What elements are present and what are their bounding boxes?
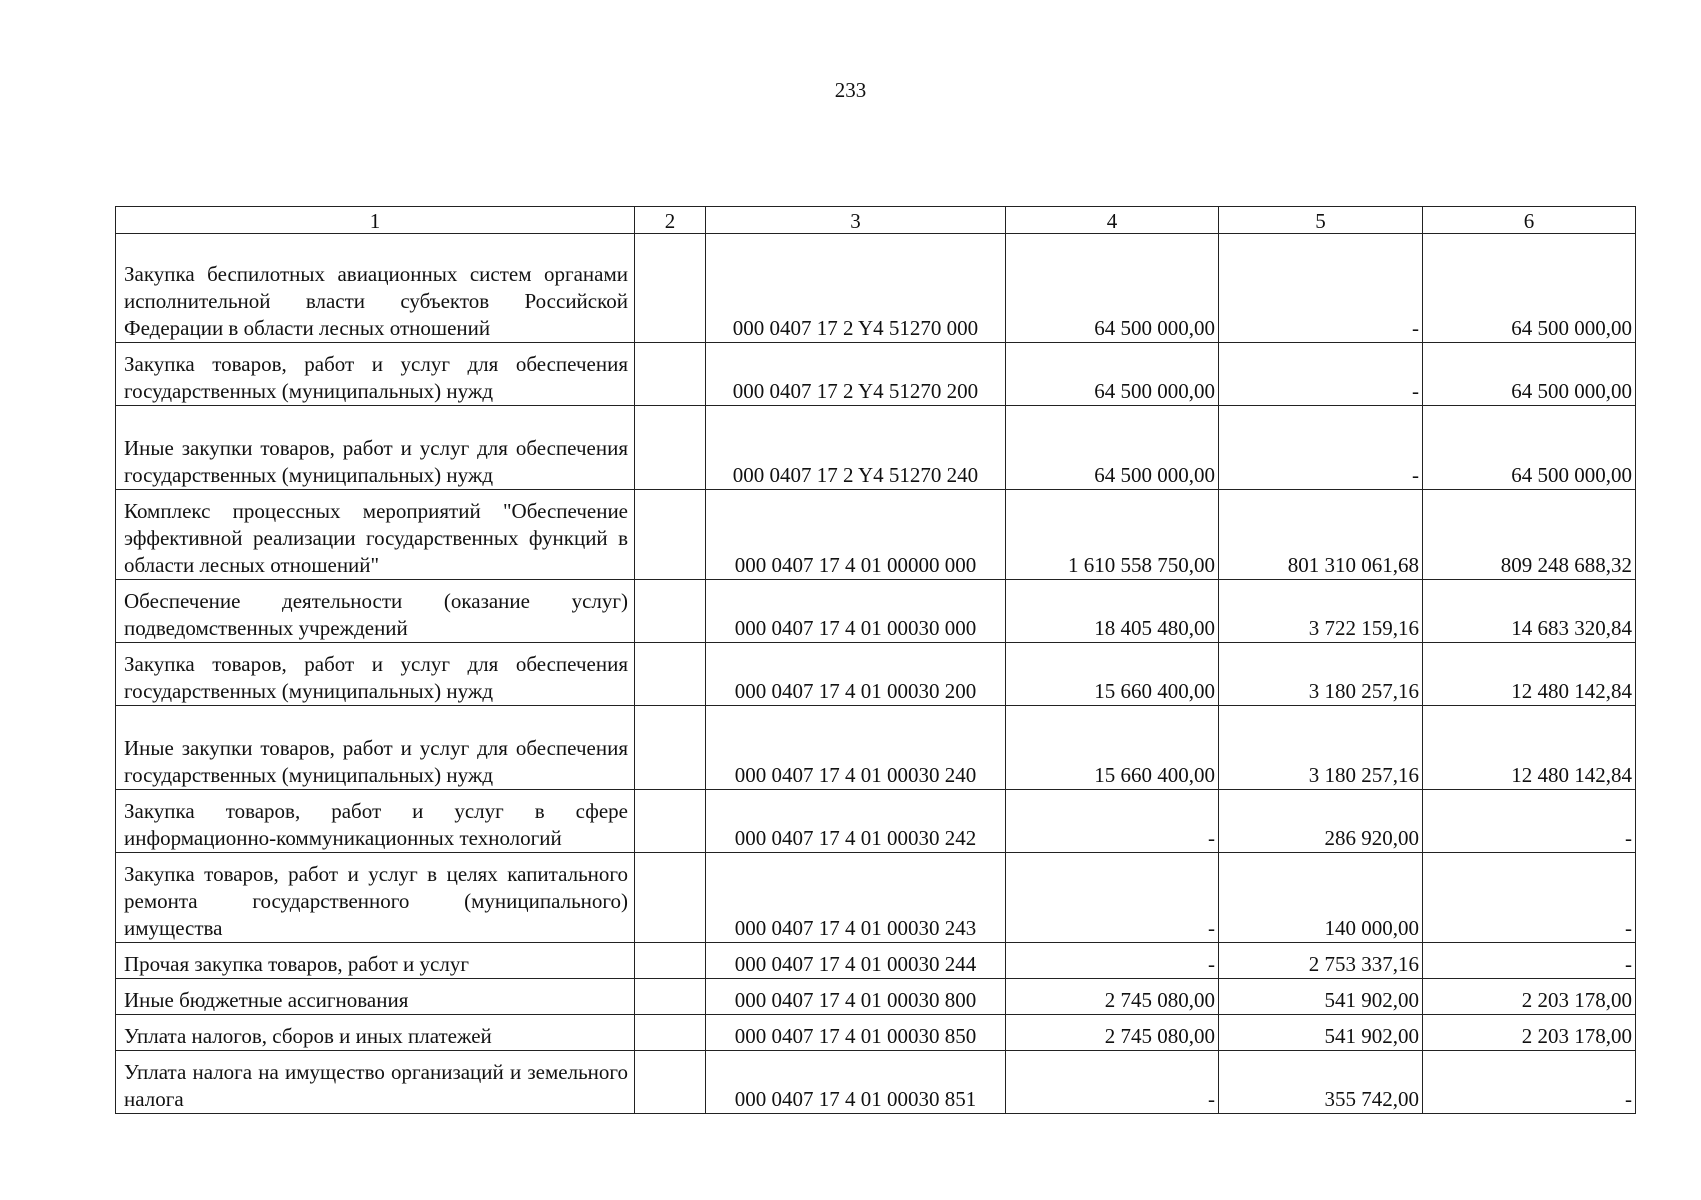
row-code: 000 0407 17 4 01 00030 850: [706, 1015, 1006, 1051]
row-col6: 64 500 000,00: [1423, 234, 1636, 343]
header-row: [116, 207, 1636, 234]
row-col4: 64 500 000,00: [1006, 234, 1219, 343]
row-col5: 286 920,00: [1219, 790, 1423, 853]
row-col2: [635, 1051, 706, 1114]
row-code: 000 0407 17 4 01 00030 800: [706, 979, 1006, 1015]
row-col4: 2 745 080,00: [1006, 979, 1219, 1015]
row-code: 000 0407 17 4 01 00030 000: [706, 580, 1006, 643]
row-col2: [635, 979, 706, 1015]
row-col5: -: [1219, 234, 1423, 343]
row-name: Закупка беспилотных авиационных систем органами исполнительной власти субъектов Российской Федерации в области лесных отношений: [116, 234, 635, 343]
row-col4: -: [1006, 1051, 1219, 1114]
table-row: [116, 943, 1636, 979]
row-col2: [635, 643, 706, 706]
row-col6: 12 480 142,84: [1423, 706, 1636, 790]
row-col4: 18 405 480,00: [1006, 580, 1219, 643]
row-col6: 12 480 142,84: [1423, 643, 1636, 706]
row-col2: [635, 406, 706, 490]
row-col2: [635, 853, 706, 943]
row-col2: [635, 1015, 706, 1051]
page-number: 233: [834, 78, 867, 102]
row-code: 000 0407 17 2 Y4 51270 200: [706, 343, 1006, 406]
row-name: Закупка товаров, работ и услуг для обеспечения государственных (муниципальных) нужд: [116, 643, 635, 706]
row-name: Закупка товаров, работ и услуг в сфере информационно-коммуникационных технологий: [116, 790, 635, 853]
row-col5: -: [1219, 406, 1423, 490]
row-col6: 809 248 688,32: [1423, 490, 1636, 580]
row-name: Иные закупки товаров, работ и услуг для обеспечения государственных (муниципальных) нужд: [116, 406, 635, 490]
row-col6: -: [1423, 790, 1636, 853]
table-row: [116, 1051, 1636, 1114]
row-col4: 1 610 558 750,00: [1006, 490, 1219, 580]
row-col5: 2 753 337,16: [1219, 943, 1423, 979]
row-col4: -: [1006, 790, 1219, 853]
table-row: [116, 490, 1636, 580]
table-header: [116, 207, 1636, 234]
row-code: 000 0407 17 4 01 00000 000: [706, 490, 1006, 580]
column-header: 5: [1219, 207, 1423, 234]
row-col6: -: [1423, 1051, 1636, 1114]
row-name: Закупка товаров, работ и услуг для обеспечения государственных (муниципальных) нужд: [116, 343, 635, 406]
row-name: Уплата налога на имущество организаций и земельного налога: [116, 1051, 635, 1114]
column-header: 3: [706, 207, 1006, 234]
row-code: 000 0407 17 4 01 00030 240: [706, 706, 1006, 790]
row-col6: 2 203 178,00: [1423, 1015, 1636, 1051]
row-col2: [635, 343, 706, 406]
row-col2: [635, 706, 706, 790]
table-row: [116, 643, 1636, 706]
row-col4: 15 660 400,00: [1006, 643, 1219, 706]
table-row: [116, 1015, 1636, 1051]
row-col4: 15 660 400,00: [1006, 706, 1219, 790]
table-row: [116, 853, 1636, 943]
row-code: 000 0407 17 2 Y4 51270 000: [706, 234, 1006, 343]
row-col5: 355 742,00: [1219, 1051, 1423, 1114]
row-code: 000 0407 17 4 01 00030 243: [706, 853, 1006, 943]
row-col5: 3 722 159,16: [1219, 580, 1423, 643]
row-col2: [635, 580, 706, 643]
table-row: [116, 234, 1636, 343]
row-col6: 64 500 000,00: [1423, 343, 1636, 406]
row-col6: 64 500 000,00: [1423, 406, 1636, 490]
row-col4: 64 500 000,00: [1006, 406, 1219, 490]
row-col5: 801 310 061,68: [1219, 490, 1423, 580]
row-name: Иные бюджетные ассигнования: [116, 979, 635, 1015]
row-col2: [635, 234, 706, 343]
row-name: Комплекс процессных мероприятий "Обеспечение эффективной реализации государственных функций в области лесных отношений": [116, 490, 635, 580]
row-col5: -: [1219, 343, 1423, 406]
row-code: 000 0407 17 4 01 00030 242: [706, 790, 1006, 853]
row-col5: 140 000,00: [1219, 853, 1423, 943]
table-row: [116, 580, 1636, 643]
row-col2: [635, 943, 706, 979]
table-row: [116, 343, 1636, 406]
table-row: [116, 706, 1636, 790]
row-code: 000 0407 17 4 01 00030 244: [706, 943, 1006, 979]
row-name: Уплата налогов, сборов и иных платежей: [116, 1015, 635, 1051]
row-col6: -: [1423, 853, 1636, 943]
row-code: 000 0407 17 4 01 00030 851: [706, 1051, 1006, 1114]
row-col4: -: [1006, 943, 1219, 979]
row-col5: 541 902,00: [1219, 979, 1423, 1015]
table-row: [116, 406, 1636, 490]
row-name: Иные закупки товаров, работ и услуг для обеспечения государственных (муниципальных) нужд: [116, 706, 635, 790]
row-col6: 14 683 320,84: [1423, 580, 1636, 643]
row-col4: -: [1006, 853, 1219, 943]
table-body: [116, 234, 1636, 1114]
column-header: 1: [116, 207, 635, 234]
budget-table: [115, 206, 1636, 1114]
row-col6: 2 203 178,00: [1423, 979, 1636, 1015]
column-header: 2: [635, 207, 706, 234]
row-col4: 64 500 000,00: [1006, 343, 1219, 406]
row-col2: [635, 490, 706, 580]
row-col4: 2 745 080,00: [1006, 1015, 1219, 1051]
row-name: Закупка товаров, работ и услуг в целях капитального ремонта государственного (муниципального) имущества: [116, 853, 635, 943]
row-col5: 541 902,00: [1219, 1015, 1423, 1051]
row-col6: -: [1423, 943, 1636, 979]
row-col2: [635, 790, 706, 853]
table-row: [116, 979, 1636, 1015]
row-col5: 3 180 257,16: [1219, 643, 1423, 706]
table-row: [116, 790, 1636, 853]
column-header: 6: [1423, 207, 1636, 234]
row-code: 000 0407 17 4 01 00030 200: [706, 643, 1006, 706]
row-code: 000 0407 17 2 Y4 51270 240: [706, 406, 1006, 490]
row-name: Обеспечение деятельности (оказание услуг) подведомственных учреждений: [116, 580, 635, 643]
row-col5: 3 180 257,16: [1219, 706, 1423, 790]
row-name: Прочая закупка товаров, работ и услуг: [116, 943, 635, 979]
column-header: 4: [1006, 207, 1219, 234]
